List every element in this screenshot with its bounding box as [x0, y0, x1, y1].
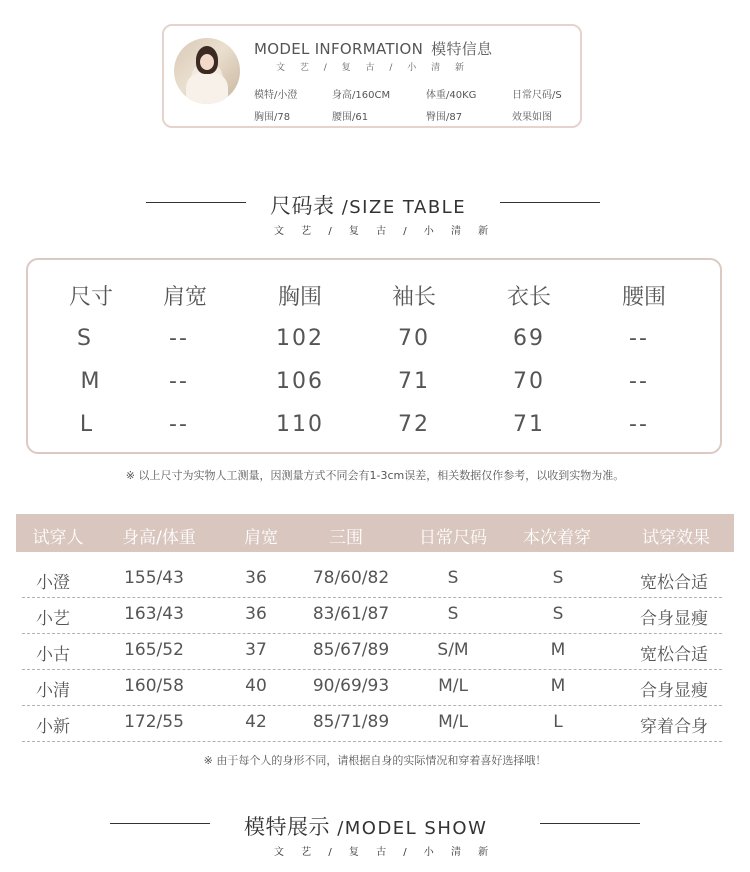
fit-cell: 小清: [36, 681, 70, 701]
model-info-card: [162, 24, 582, 128]
fit-table-row: [22, 669, 722, 706]
fit-cell: 163/43: [124, 604, 184, 624]
fit-cell: 160/58: [124, 676, 184, 696]
size-cell: 70: [513, 369, 545, 394]
fit-header-cell: 肩宽: [244, 528, 278, 548]
size-cell: 70: [398, 326, 430, 351]
size-cell: 110: [276, 412, 324, 437]
size-cell: 102: [276, 326, 324, 351]
size-cell: L: [79, 412, 95, 437]
fit-header-cell: 身高/体重: [122, 528, 196, 548]
size-cell: 69: [513, 326, 545, 351]
fit-cell: S/M: [437, 640, 469, 660]
divider-left: [110, 823, 210, 824]
fit-cell: 42: [245, 712, 267, 732]
size-cell: --: [629, 412, 649, 437]
model-show-title-cn: 模特展示: [244, 815, 330, 839]
fit-cell: 85/67/89: [312, 640, 390, 660]
fit-cell: 85/71/89: [312, 712, 390, 732]
fit-cell: 36: [245, 604, 267, 624]
size-cell: --: [629, 326, 649, 351]
fit-cell: 172/55: [124, 712, 184, 732]
size-header: 衣长: [506, 285, 551, 310]
fit-cell: 小艺: [36, 609, 70, 629]
fit-cell: M/L: [438, 712, 468, 732]
fit-cell: 小古: [36, 645, 70, 665]
size-cell: S: [77, 326, 93, 351]
size-header: 肩宽: [162, 285, 207, 310]
divider-right: [540, 823, 640, 824]
fit-cell: M: [550, 640, 566, 660]
fit-table-row: [22, 705, 722, 742]
model-show-title-en: /MODEL SHOW: [337, 818, 488, 839]
model-stat: 身高/160CM: [332, 90, 391, 101]
fit-header-cell: 试穿人: [32, 528, 84, 548]
model-stat: 模特/小澄: [254, 90, 298, 101]
model-info-title-cn: 模特信息: [431, 40, 493, 58]
fit-cell: 78/60/82: [312, 568, 390, 588]
model-info-subtitle: 文 艺 / 复 古 / 小 清 新: [276, 63, 470, 73]
fit-cell: 90/69/93: [312, 676, 390, 696]
model-stat: 臀围/87: [426, 112, 463, 123]
fit-cell: 83/61/87: [312, 604, 390, 624]
model-stat: 体重/40KG: [426, 90, 477, 101]
size-cell: --: [169, 369, 189, 394]
fit-header-cell: 本次着穿: [523, 528, 591, 548]
model-show-title: [244, 811, 487, 841]
size-cell: 72: [398, 412, 430, 437]
size-cell: --: [169, 412, 189, 437]
fit-header-cell: 三围: [329, 528, 363, 548]
fit-note: ※ 由于每个人的身形不同，请根据自身的实际情况和穿着喜好选择哦！: [203, 754, 547, 767]
fit-table-header: [16, 514, 734, 552]
fit-cell: S: [447, 568, 459, 588]
fit-cell: 宽松合适: [640, 573, 708, 593]
fit-header-cell: 日常尺码: [419, 528, 487, 548]
model-stat: 效果如图: [512, 112, 552, 123]
size-note: ※ 以上尺寸为实物人工测量，因测量方式不同会有1-3cm误差，相关数据仅作参考，以收到实物为准。: [125, 469, 625, 482]
size-header: 尺寸: [68, 285, 113, 310]
fit-cell: 穿着合身: [640, 717, 708, 737]
fit-cell: S: [552, 604, 564, 624]
fit-cell: 36: [245, 568, 267, 588]
divider-right: [500, 202, 600, 203]
size-cell: 71: [513, 412, 545, 437]
model-show-subtitle: 文 艺 / 复 古 / 小 清 新: [274, 847, 496, 858]
divider-left: [146, 202, 246, 203]
size-cell: --: [169, 326, 189, 351]
model-stat: 日常尺码/S: [512, 90, 562, 101]
size-section-subtitle: 文 艺 / 复 古 / 小 清 新: [274, 226, 496, 237]
fit-cell: 155/43: [124, 568, 184, 588]
model-info-title: [254, 38, 492, 59]
model-stat: 腰围/61: [332, 112, 369, 123]
model-avatar: [174, 38, 240, 104]
model-stat: 胸围/78: [254, 112, 291, 123]
size-cell: M: [80, 369, 102, 394]
fit-table-row: [22, 633, 722, 670]
fit-header-cell: 试穿效果: [642, 528, 710, 548]
size-header: 袖长: [391, 285, 436, 310]
size-cell: 71: [398, 369, 430, 394]
fit-cell: 小新: [36, 717, 70, 737]
fit-cell: 宽松合适: [640, 645, 708, 665]
fit-cell: 小澄: [36, 573, 70, 593]
fit-cell: 合身显瘦: [640, 609, 708, 629]
fit-cell: 40: [245, 676, 267, 696]
model-info-title-en: MODEL INFORMATION: [254, 40, 424, 58]
size-section-title-cn: 尺码表: [270, 194, 335, 218]
fit-cell: S: [552, 568, 564, 588]
size-section-title: [270, 190, 466, 220]
fit-cell: S: [447, 604, 459, 624]
size-section-title-en: /SIZE TABLE: [341, 197, 467, 218]
size-header: 胸围: [277, 285, 322, 310]
size-header: 腰围: [621, 285, 666, 310]
fit-cell: M: [550, 676, 566, 696]
fit-table-row: [22, 561, 722, 598]
fit-cell: 37: [245, 640, 267, 660]
fit-cell: 合身显瘦: [640, 681, 708, 701]
size-table: [26, 258, 722, 454]
fit-table-row: [22, 597, 722, 634]
size-cell: 106: [276, 369, 324, 394]
fit-cell: L: [553, 712, 563, 732]
fit-cell: M/L: [438, 676, 468, 696]
fit-cell: 165/52: [124, 640, 184, 660]
size-cell: --: [629, 369, 649, 394]
